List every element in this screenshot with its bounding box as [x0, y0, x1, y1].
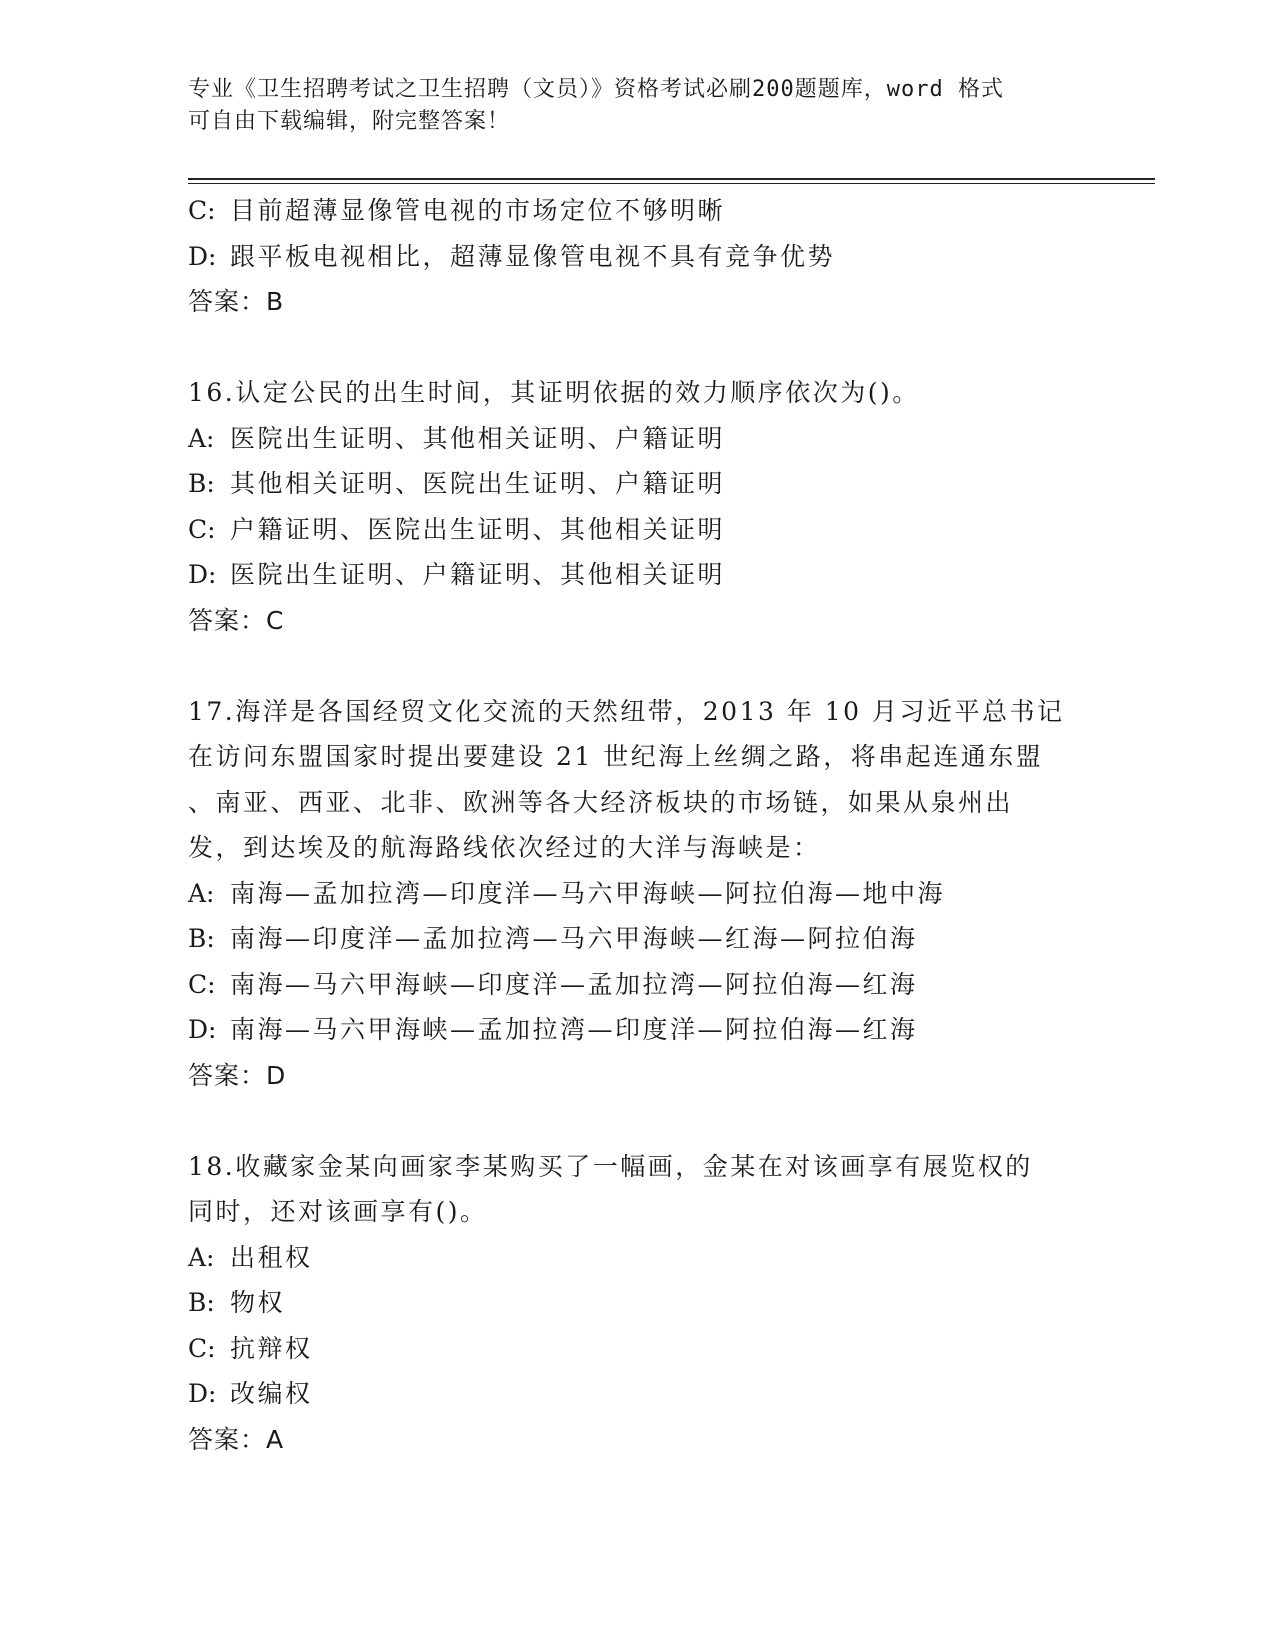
q16-option-d: D: 医院出生证明、户籍证明、其他相关证明	[188, 560, 726, 589]
q17-stem-line-3: 、南亚、西亚、北非、欧洲等各大经济板块的市场链，如果从泉州出	[188, 787, 1014, 817]
question-content	[188, 188, 1088, 1462]
q18-option-d: D: 改编权	[188, 1379, 313, 1408]
q17-stem-line-2: 在访问东盟国家时提出要建设 21 世纪海上丝绸之路，将串起连通东盟	[188, 742, 1044, 771]
q17-stem-line-4: 发，到达埃及的航海路线依次经过的大洋与海峡是：	[188, 833, 821, 862]
q17-option-d: D: 南海—马六甲海峡—孟加拉湾—印度洋—阿拉伯海—红海	[188, 1015, 918, 1044]
header-rule	[188, 178, 1155, 180]
q16-option-c: C: 户籍证明、医院出生证明、其他相关证明	[188, 514, 726, 544]
q17-option-b: B: 南海—印度洋—孟加拉湾—马六甲海峡—红海—阿拉伯海	[188, 924, 918, 953]
header-line-1: 专业《卫生招聘考试之卫生招聘（文员）》资格考试必刷200题题库，word 格式	[188, 77, 1004, 102]
q18-option-c: C: 抗辩权	[188, 1333, 313, 1363]
q15-option-c: C: 目前超薄显像管电视的市场定位不够明晰	[188, 196, 726, 225]
q17-stem-line-1: 17.海洋是各国经贸文化交流的天然纽带，2013 年 10 月习近平总书记	[188, 696, 1065, 726]
q16-option-b: B: 其他相关证明、医院出生证明、户籍证明	[188, 469, 726, 498]
q15-answer: 答案：B	[188, 287, 285, 316]
q18-answer: 答案：A	[188, 1424, 285, 1454]
header-rule-thin	[188, 183, 1155, 184]
q15-option-d: D: 跟平板电视相比，超薄显像管电视不具有竞争优势	[188, 241, 836, 271]
q18-stem-line-1: 18.收藏家金某向画家李某购买了一幅画，金某在对该画享有展览权的	[188, 1151, 1033, 1181]
q18-option-b: B: 物权	[188, 1288, 286, 1317]
q17-option-a: A: 南海—孟加拉湾—印度洋—马六甲海峡—阿拉伯海—地中海	[188, 878, 946, 908]
q17-option-c: C: 南海—马六甲海峡—印度洋—孟加拉湾—阿拉伯海—红海	[188, 969, 918, 999]
q17-answer: 答案：D	[188, 1060, 287, 1090]
q16-option-a: A: 医院出生证明、其他相关证明、户籍证明	[188, 423, 726, 453]
q18-stem-line-2: 同时，还对该画享有()。	[188, 1197, 488, 1226]
page-header	[188, 74, 1088, 138]
q16-stem: 16.认定公民的出生时间，其证明依据的效力顺序依次为()。	[188, 378, 920, 407]
q16-answer: 答案：C	[188, 605, 285, 635]
q18-option-a: A: 出租权	[188, 1242, 313, 1272]
header-line-2: 可自由下载编辑，附完整答案！	[188, 109, 511, 134]
